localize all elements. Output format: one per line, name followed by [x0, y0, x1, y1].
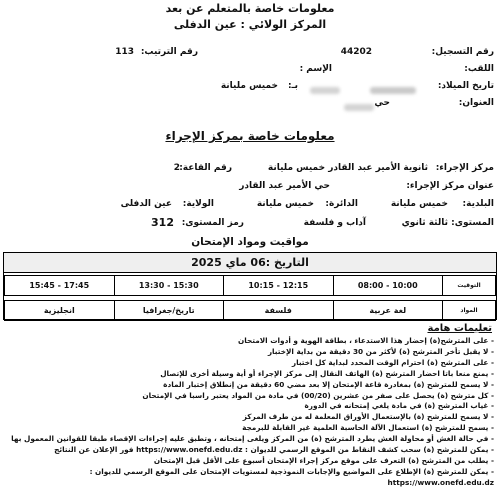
municipality-value: خميس مليانة: [390, 199, 448, 209]
schedule-table: [3, 252, 497, 320]
surname-label: اللقب:: [464, 64, 494, 74]
order-label: رقم الترتيب:: [140, 47, 198, 57]
note-item: - غياب المترشح (ة) في مادة يلغي إمتحانه في الدورة: [304, 401, 494, 411]
time-row: [5, 276, 496, 296]
time-row-label: التوقيت: [443, 276, 496, 296]
notes-title: تعليمات هامة: [427, 323, 492, 334]
exam-date: التاريخ :06 ماي 2025: [4, 253, 496, 273]
time-cell: 12:15 - 10:15: [224, 276, 334, 296]
note-item: - لا يسمح للمترشح (ة) بالإستعمال الأوراق المعلمة له من طرف المركز: [242, 412, 494, 422]
time-cell: 17:45 - 15:45: [5, 276, 115, 296]
exam-center-value: ثانوية الأمير عبد القادر خميس مليانة: [267, 163, 428, 173]
level-value: ثالثة ثانوي: [401, 218, 448, 228]
room-label: رقم القاعة:: [179, 163, 232, 173]
subject-cell: لغة عربية: [333, 301, 443, 321]
note-item: - على المترشح(ة) إحضار هذا الاستدعاء ، بطاقة الهوية و أدوات الامتحان: [238, 336, 494, 345]
reg-label: رقم التسجيل:: [431, 47, 494, 57]
subject-cell: تاريخ/جغرافيا: [114, 301, 224, 321]
order-value: 113: [115, 47, 134, 57]
level-code-label: رمز المستوى:: [181, 218, 244, 228]
address-redacted: [344, 97, 374, 116]
level-label: المستوى:: [451, 218, 494, 228]
address-label: العنوان:: [458, 98, 494, 108]
exam-address-value: حي الأمير عبد القادر: [239, 181, 330, 191]
room-value: 2: [173, 163, 180, 173]
center-title: المركز الولائي : عين الدفلى: [173, 18, 327, 31]
note-item: - يمكن للمترشح (ة) الإطلاع على المواضيع والإجابات النموذجية لمستويات الإمتحان على الموقع الرسمي للديوان :: [89, 466, 494, 476]
note-item: - لا يقبل تأخر المترشح (ة) لأكثر من 30 دقيقة من بداية الإختبار: [267, 346, 494, 356]
subject-cell: فلسفة: [224, 301, 334, 321]
birth-label: تاريخ الميلاد:: [437, 81, 494, 91]
birth-place-prefix: بـ:: [287, 81, 298, 91]
name-label: الإسم :: [299, 64, 332, 74]
wilaya-value: عين الدفلى: [120, 199, 172, 209]
note-item: - يمنع منعا باتا احضار المترشح (ة) الهاتف النقال إلى مركز الإجراء أو أية وسيلة أخرى للإتصال: [160, 368, 494, 378]
notes-list: [6, 336, 494, 489]
exam-center-title: معلومات خاصة بمركز الإجراء: [165, 129, 335, 143]
subject-row: [5, 301, 496, 321]
daira-label: الدائرة:: [325, 199, 358, 209]
note-item: - على المترشح (ة) احترام الوقت المحدد لبداية كل اختبار: [291, 357, 494, 367]
exam-address-label: عنوان مركز الإجراء:: [406, 181, 494, 191]
address-value: حي: [374, 98, 390, 108]
note-item: - يسمح للمترشح (ة) استعمال الآلة الحاسبة العلمية غير القابلة للبرمجة: [242, 423, 494, 433]
level-code-value: 312: [151, 216, 174, 229]
note-item: - في حالة الغش أو محاولة الغش يطرد المترشح (ة) من المركز ويلغى إمتحانه ، وتطبق عليه إجراءات الإقصاء طبقا للقوانين المعمول بها: [11, 434, 494, 444]
stream-value: آداب و فلسفة: [303, 218, 366, 228]
exam-center-label: مركز الإجراء:: [435, 163, 494, 173]
time-cell: 15:30 - 13:30: [114, 276, 224, 296]
subject-cell: انجليزية: [5, 301, 115, 321]
top-title: معلومات خاصة بالمتعلم عن بعد: [165, 2, 335, 15]
note-item: - يمكن للمترشح (ة) سحب كشف النقاط من الموقع الرسمي للديوان : https://www.onefd.edu.dz فور الإعلان عن النتائج: [54, 445, 494, 455]
time-cell: 10:00 - 08:00: [333, 276, 443, 296]
reg-value: 44202: [340, 47, 372, 57]
birth-place: خميس مليانة: [220, 81, 278, 91]
birth-date-redacted: [370, 80, 416, 99]
note-link[interactable]: https://www.onefd.edu.dz: [387, 477, 494, 487]
daira-value: خميس مليانة: [256, 199, 314, 209]
name-redacted: [310, 80, 340, 99]
municipality-label: البلدية:: [462, 199, 494, 209]
subject-row-label: المواد: [443, 301, 496, 321]
note-item: - لا يسمح للمترشح (ة) بمغادرة قاعة الإمتحان إلا بعد مضي 60 دقيقة من إنطلاق إختبار المادة: [163, 379, 494, 389]
note-item: - كل مترشح (ة) يحصل على صفر من عشرين (00/20) في مادة من المواد يعتبر راسبا في الإمتحان: [142, 390, 494, 400]
schedule-title: مواقيت ومواد الإمتحان: [191, 236, 309, 248]
wilaya-label: الولاية:: [182, 199, 214, 209]
note-item: - يطلب من المترشح (ة) التعرف على موقع مركز إجراء الإمتحان أسبوع على الأقل قبل الإمتحان: [153, 455, 494, 465]
